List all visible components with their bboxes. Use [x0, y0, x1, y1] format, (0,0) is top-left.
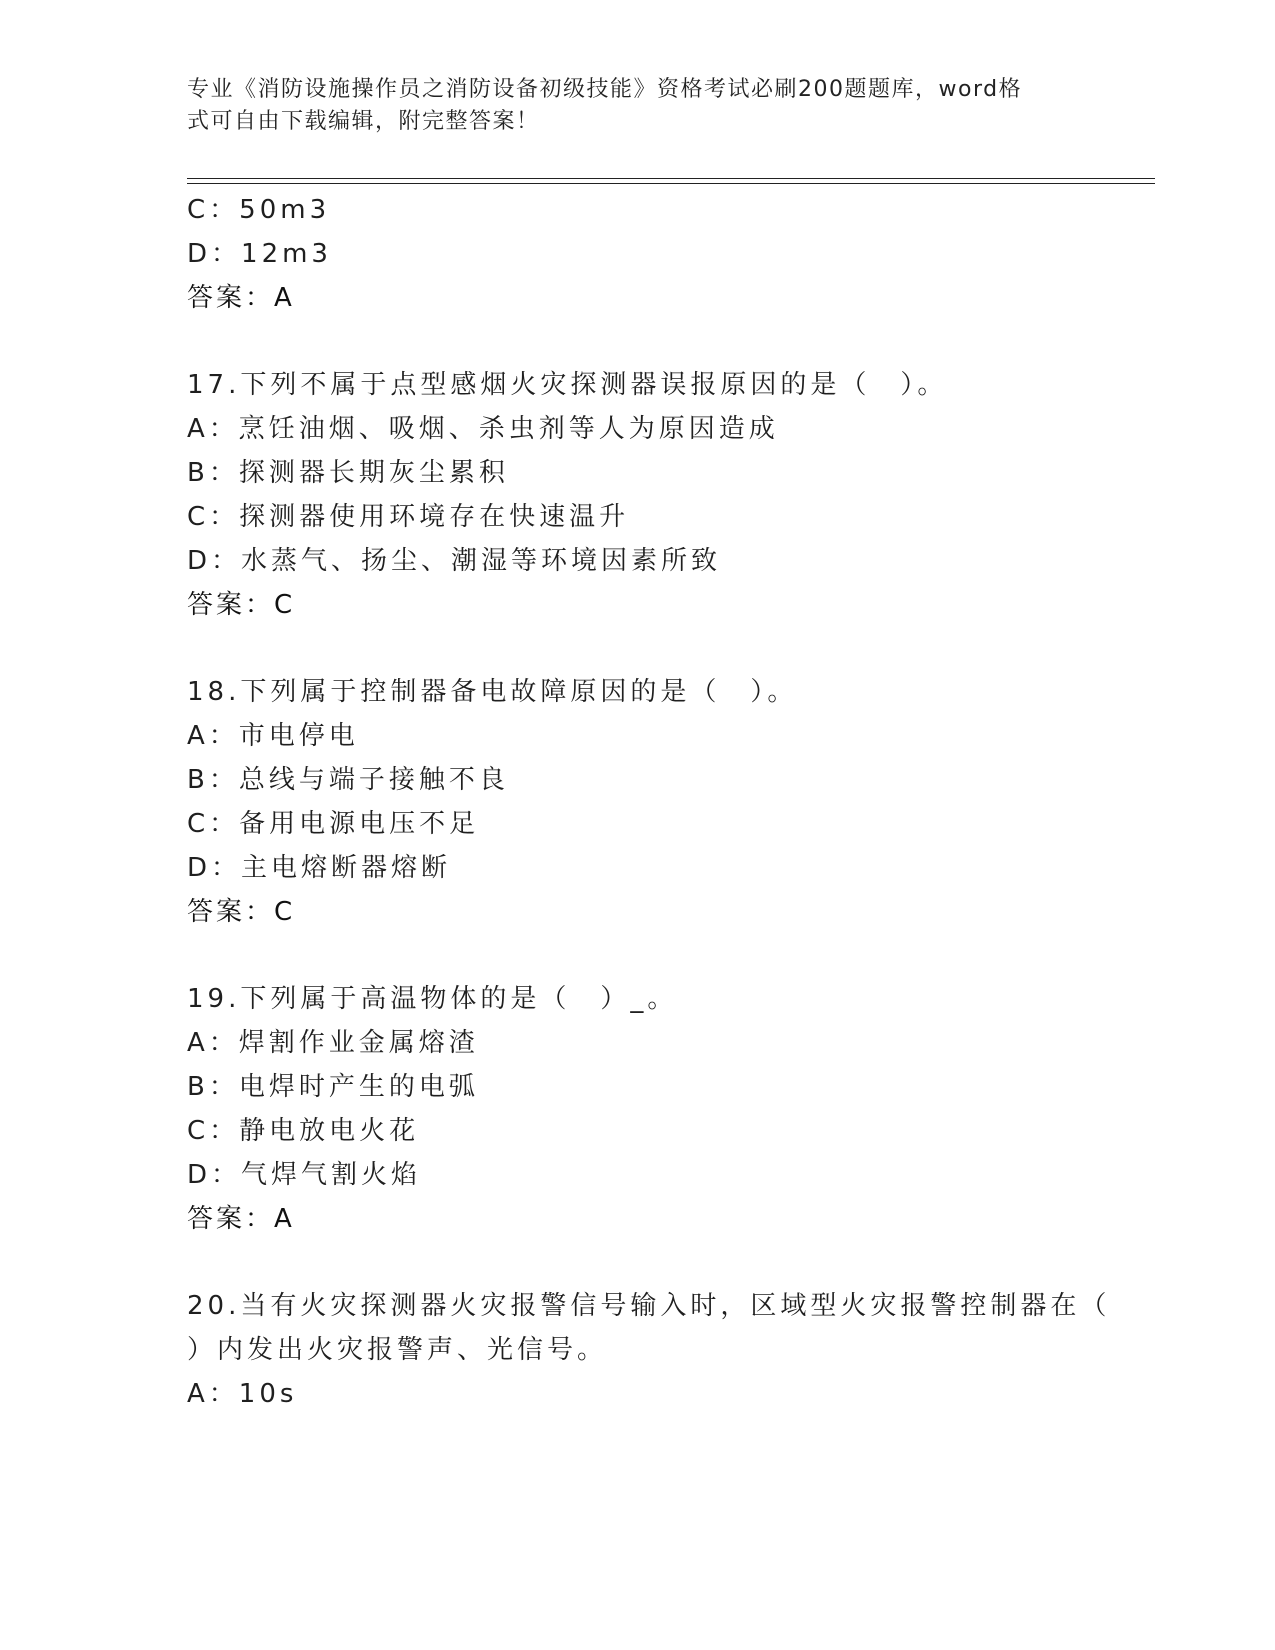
question-17-answer: 答案：C — [187, 590, 296, 620]
prev-option-c: C：50m3 — [187, 195, 331, 225]
question-20-stem-line-2: ）内发出火灾报警声、光信号。 — [187, 1335, 608, 1365]
question-17-option-a: A：烹饪油烟、吸烟、杀虫剂等人为原因造成 — [187, 414, 779, 444]
document-header — [187, 74, 1087, 138]
question-18-answer: 答案：C — [187, 897, 296, 927]
question-17-option-c: C：探测器使用环境存在快速温升 — [187, 502, 630, 532]
question-19-option-c: C：静电放电火花 — [187, 1116, 420, 1146]
question-19-option-b: B：电焊时产生的电弧 — [187, 1072, 479, 1102]
question-19-option-d: D：气焊气割火焰 — [187, 1160, 422, 1190]
question-19-stem: 19.下列属于高温物体的是（ ）_。 — [187, 984, 678, 1014]
question-18-option-a: A：市电停电 — [187, 721, 359, 751]
question-19-answer: 答案：A — [187, 1204, 295, 1234]
question-17-stem: 17.下列不属于点型感烟火灾探测器误报原因的是（ ）。 — [187, 370, 948, 400]
question-18-option-b: B：总线与端子接触不良 — [187, 765, 509, 795]
header-line-2: 式可自由下载编辑，附完整答案！ — [187, 109, 540, 134]
question-20-stem-line-1: 20.当有火灾探测器火灾报警信号输入时，区域型火灾报警控制器在（ — [187, 1291, 1111, 1321]
question-18-option-d: D：主电熔断器熔断 — [187, 853, 452, 883]
prev-option-d: D：12m3 — [187, 239, 332, 269]
question-19-option-a: A：焊割作业金属熔渣 — [187, 1028, 479, 1058]
header-divider-top — [187, 178, 1155, 179]
prev-answer: 答案：A — [187, 283, 295, 313]
header-line-1: 专业《消防设施操作员之消防设备初级技能》资格考试必刷200题题库，word格 — [187, 77, 1023, 102]
question-20-option-a: A：10s — [187, 1379, 298, 1409]
question-17-option-d: D：水蒸气、扬尘、潮湿等环境因素所致 — [187, 546, 722, 576]
question-17-option-b: B：探测器长期灰尘累积 — [187, 458, 509, 488]
question-18-option-c: C：备用电源电压不足 — [187, 809, 480, 839]
question-18-stem: 18.下列属于控制器备电故障原因的是（ ）。 — [187, 677, 798, 707]
header-divider-bottom — [187, 183, 1155, 184]
